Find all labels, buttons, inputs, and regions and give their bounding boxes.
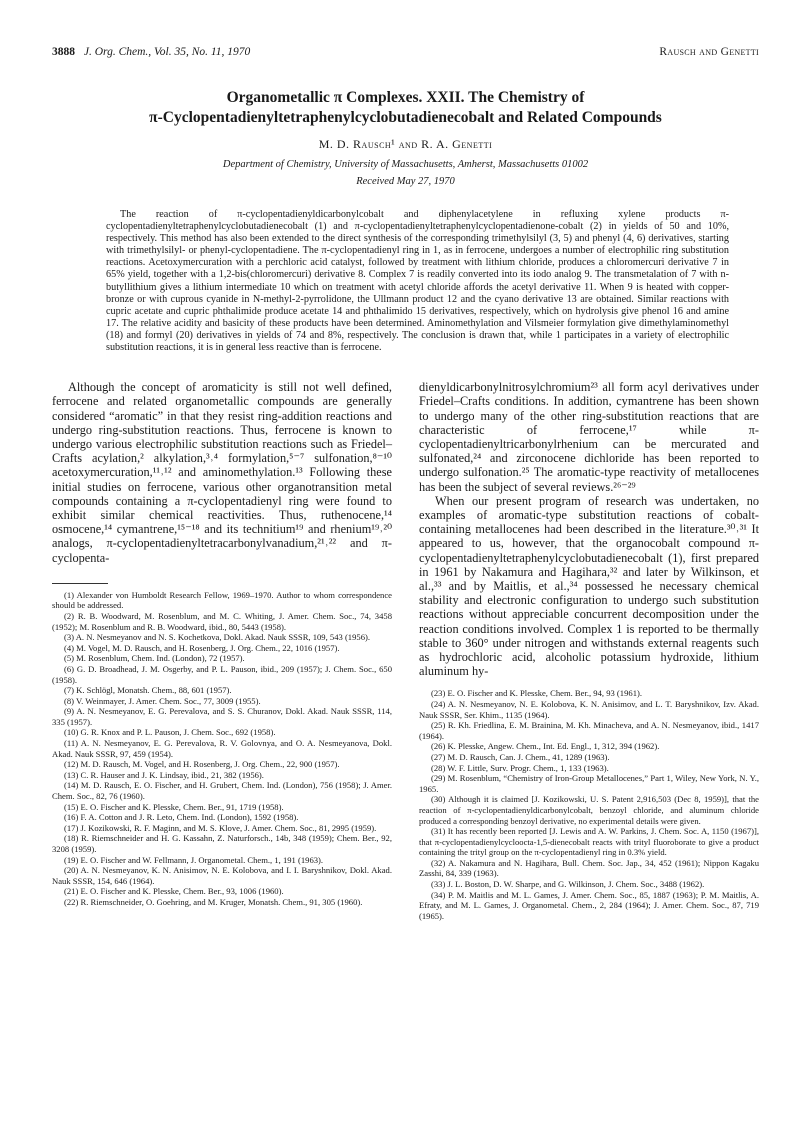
footnotes-right [419,688,759,921]
running-head-left [52,46,250,62]
footnote: (20) A. N. Nesmeyanov, K. N. Anisimov, N. E. Kolobova, and I. I. Baryshnikov, Dokl. Akad. Nauk SSSR, 154, 646 (1964). [52,865,392,886]
footnote: (4) M. Vogel, M. D. Rausch, and H. Rosenberg, J. Org. Chem., 22, 1016 (1957). [64,642,340,653]
title-line-1: Organometallic π Complexes. XXII. The Chemistry of [226,89,585,106]
footnotes-left [52,590,392,908]
continued-paragraph: dienyldicarbonylnitrosylchromium²³ all form acyl derivatives under Friedel–Crafts conditions. In addition, cymantrene has been shown to undergo many of the other ring-substitution reactions that are characteristic of ferrocene,¹⁷ while π-cyclopentadienyltricarbonylrhenium can be mercurated and sulfonated,²⁴ and zirconocene dichloride has been reported to undergo sulfonation.²⁵ The aromatic-type reactivity of metallocenes has been the subject of several reviews.²⁶⁻²⁹ [419,380,759,494]
footnote: (11) A. N. Nesmeyanov, E. G. Perevalova, R. V. Golovnya, and O. A. Nesmeyanova, Dokl. Akad. Nauk SSSR, 97, 459 (1954). [52,738,392,759]
footnote: (3) A. N. Nesmeyanov and N. S. Kochetkova, Dokl. Akad. Nauk SSSR, 109, 543 (1956). [64,632,371,643]
footnote: (33) J. L. Boston, D. W. Sharpe, and G. Wilkinson, J. Chem. Soc., 3488 (1962). [431,879,705,890]
footnote: (19) E. O. Fischer and W. Fellmann, J. Organometal. Chem., 1, 191 (1963). [64,854,324,865]
journal-citation: J. Org. Chem., Vol. 35, No. 11, 1970 [83,46,251,58]
footnote: (17) J. Kozikowski, R. F. Maginn, and M. S. Klove, J. Amer. Chem. Soc., 81, 2995 (1959). [64,822,377,833]
title-line-2: π-Cyclopentadienyltetraphenylcyclobutadienecobalt and Related Compounds [149,109,662,126]
footnote: (10) G. R. Knox and P. L. Pauson, J. Chem. Soc., 692 (1958). [64,727,276,738]
footnote: (12) M. D. Rausch, M. Vogel, and H. Rosenberg, J. Org. Chem., 22, 900 (1957). [64,759,340,770]
footnote: (13) C. R. Hauser and J. K. Lindsay, ibid., 21, 382 (1956). [64,769,264,780]
footnote: (21) E. O. Fischer and K. Plesske, Chem. Ber., 93, 1006 (1960). [64,886,284,897]
footnote: (6) G. D. Broadhead, J. M. Osgerby, and P. L. Pauson, ibid., 209 (1957); J. Chem. Soc., 650 (1958). [52,663,392,685]
running-head [52,46,759,62]
footnote: (22) R. Riemschneider, O. Goehring, and M. Kruger, Monatsh. Chem., 91, 305 (1960). [64,896,363,907]
footnote: (23) E. O. Fischer and K. Plesske, Chem. Ber., 94, 93 (1961). [431,688,642,699]
footnote: (2) R. B. Woodward, M. Rosenblum, and M. C. Whiting, J. Amer. Chem. Soc., 74, 3458 (1952); M. Rosenblum and R. B. Woodward, ibid., 80, 5443 (1958). [52,610,392,632]
running-head-authors: Rausch and Genetti [659,46,759,58]
right-column-text [419,380,759,678]
footnote: (8) V. Weinmayer, J. Amer. Chem. Soc., 77, 3009 (1955). [64,695,261,706]
footnote: (29) M. Rosenblum, “Chemistry of Iron-Group Metallocenes,” Part 1, Wiley, New York, N. Y., 1965. [419,773,759,794]
footnote-divider [52,583,108,584]
footnote: (26) K. Plesske, Angew. Chem., Int. Ed. Engl., 1, 312, 394 (1962). [431,741,660,752]
footnote: (5) M. Rosenblum, Chem. Ind. (London), 72 (1957). [64,653,245,664]
footnote: (15) E. O. Fischer and K. Plesske, Chem. Ber., 91, 1719 (1958). [64,801,284,812]
footnote: (1) Alexander von Humboldt Research Fellow, 1969–1970. Author to whom correspondence should be addressed. [52,589,392,611]
affiliation: Department of Chemistry, University of Massachusetts, Amherst, Massachusetts 01002 [222,159,589,170]
footnote: (30) Although it is claimed [J. Kozikowski, U. S. Patent 2,916,503 (Dec 8, 1959)], that the reaction of π-cyclopentadienyldicarbonylcobalt, benzoyl chloride, and aluminum chloride produced a corresponding benzoyl derivative, no experimental details were given. [419,794,759,826]
footnote: (14) M. D. Rausch, E. O. Fischer, and H. Grubert, Chem. Ind. (London), 756 (1958); J. Amer. Chem. Soc., 82, 76 (1960). [52,780,392,802]
intro-paragraph: Although the concept of aromaticity is still not well defined, ferrocene and related organometallic compounds are generally considered “aromatic” in that they resist ring-addition reactions and undergo ring-substitution reactions. Thus, ferrocene is known to undergo various electrophilic substitution reactions such as Friedel–Crafts acylation,² alkylation,³˒⁴ formylation,⁵⁻⁷ sulfonation,⁸⁻¹⁰ acetoxymercuration,¹¹˒¹² and aminomethylation.¹³ Following these initial studies on ferrocene, various other organotransition metal compounds containing a π-cyclopentadienyl ring were found to exhibit similar chemical reactivities. Thus, ruthenocene,¹⁴ osmocene,¹⁴ cymantrene,¹⁵⁻¹⁸ and its technitium¹⁹ and rhenium¹⁹˒²⁰ analogs, π-cyclopentadienyltetracarbonylvanadium,²¹˒²² and π-cyclopenta- [52,380,392,565]
footnote: (27) M. D. Rausch, Can. J. Chem., 41, 1289 (1963). [431,751,610,762]
footnote: (32) A. Nakamura and N. Hagihara, Bull. Chem. Soc. Jap., 34, 452 (1961); Nippon Kagaku Zasshi, 84, 339 (1963). [419,857,759,879]
left-column [52,380,392,921]
page-number: 3888 [52,46,75,58]
footnote: (16) F. A. Cotton and J. R. Leto, Chem. Ind. (London), 1592 (1958). [64,812,299,823]
footnote: (31) It has recently been reported [J. Lewis and A. W. Parkins, J. Chem. Soc. A, 1150 (1967)], that π-cyclopentadienylcycloocta-1,5-dienecobalt reacts with trityl fluoroborate to give a product containing the trityl group on the π-cyclopentadienyl ring in 0.3% yield. [419,826,759,858]
right-column [419,380,759,921]
footnote: (18) R. Riemschneider and H. G. Kassahn, Z. Naturforsch., 14b, 348 (1959); Chem. Ber., 92, 3208 (1959). [52,833,392,855]
author-names: M. D. Rausch¹ and R. A. Genetti [318,137,493,151]
footnote: (24) A. N. Nesmeyanov, N. E. Kolobova, K. N. Anisimov, and L. T. Baryshnikov, Izv. Akad. Nauk SSSR, Ser. Khim., 1135 (1964). [419,698,759,720]
footnote: (7) K. Schlögl, Monatsh. Chem., 88, 601 (1957). [64,685,232,696]
article-title [52,88,759,128]
footnote: (34) P. M. Maitlis and M. L. Games, J. Amer. Chem. Soc., 85, 1887 (1963); P. M. Maitlis, A. Efraty, and M. L. Games, J. Organometal. Chem., 2, 284 (1964); J. Amer. Chem. Soc., 87, 719 (1965). [419,889,759,921]
footnote: (25) R. Kh. Friedlina, E. M. Brainina, M. Kh. Minacheva, and A. N. Nesmeyanov, ibid., 1417 (1964). [419,720,759,741]
received-date: Received May 27, 1970 [356,176,455,187]
abstract: The reaction of π-cyclopentadienyldicarbonylcobalt and diphenylacetylene in refluxing xylene products π-cyclopentadienyltetraphenylcyclobutadienecobalt (1) and π-cyclopentadienyltetraphenylcyclopentadienone-cobalt (2) in yields of 50 and 10%, respectively. This method has also been extended to the direct synthesis of the corresponding trimethylsilyl (3, 5) and phenyl (4, 6) derivatives, starting with trimethylsilyl- or phenyl-cyclopentadiene. The π-cyclopentadienyl ring in 1, as in ferrocene, undergoes a number of electrophilic ring substitution reactions. Acetoxymercuration with a perchloric acid catalyst, followed by treatment with lithium chloride, produces a chloromercuri derivative 7 in 65% yield, together with a 1,2-bis(chloromercuri) derivative 8. Complex 7 is readily converted into its iodo analog 9. The transmetalation of 7 with n-butyllithium gives a lithium intermediate 10 which on treatment with acetyl chloride affords the acetyl derivative 11. When 9 is heated with copper-bronze or with cuprous cyanide in N-methyl-2-pyrrolidone, the Ullmann product 12 and the cyano derivative 13 are obtained. Similar reactions with cupric acetate and cupric phthalimide produce acetate 14 and phthalimido 15 derivatives, respectively, which on hydrolysis give phenol 16 and amine 17. The relative acidity and basicity of these products have been determined. Aminomethylation and Vilsmeier formylation give dimethylaminomethyl (18) and formyl (20) derivatives in yields of 74 and 8%, respectively. The conclusion is drawn that, while 1 participates in a variety of electrophilic substitution reactions, it is in general less reactive than is ferrocene. [106,209,729,354]
footnote: (28) W. F. Little, Surv. Progr. Chem., 1, 133 (1963). [431,762,609,773]
footnote: (9) A. N. Nesmeyanov, E. G. Perevalova, and S. S. Churanov, Dokl. Akad. Nauk SSSR, 114, 335 (1957). [52,706,392,727]
two-column-body [52,380,759,921]
research-paragraph: When our present program of research was undertaken, no examples of aromatic-type substitution reactions of cobalt-containing metallocenes had been described in the literature.³⁰˒³¹ It appeared to us, however, that the organocobalt compound π-cyclopentadienyltetraphenylcyclobutadienecobalt (1), first prepared in 1961 by Nakamura and Hagihara,³² and later by Wilkinson, et al.,³³ and by Maitlis, et al.,³⁴ possessed he necessary chemical stability and electronic configuration to undergo such substitution reactions without appreciable concurrent decomposition under the reaction conditions involved. Complex 1 is reported to be thermally stable to 360° under nitrogen and withstands external reagents such as hydrochloric acid, alcoholic potassium hydroxide, lithium aluminum hy- [419,493,759,679]
left-column-text [52,380,392,565]
